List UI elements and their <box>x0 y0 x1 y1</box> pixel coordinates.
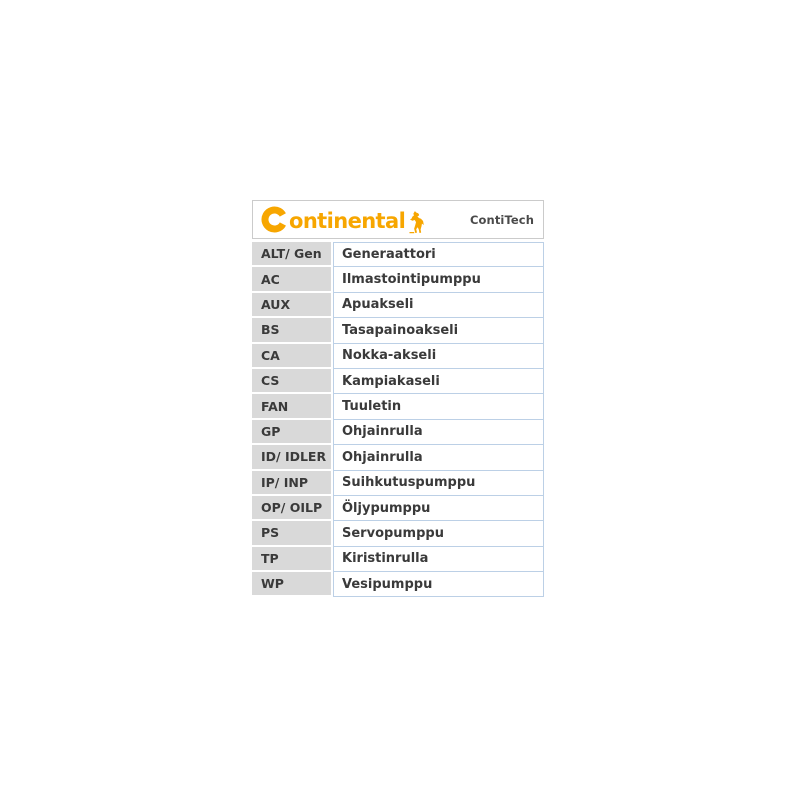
table-row <box>252 293 544 318</box>
description-cell: Ilmastointipumppu <box>333 267 544 292</box>
table-row <box>252 521 544 546</box>
table-row <box>252 420 544 445</box>
description-cell: Ohjainrulla <box>333 445 544 470</box>
abbreviation-cell: AC <box>252 267 331 292</box>
abbreviation-cell: ALT/ Gen <box>252 242 331 267</box>
table-row <box>252 547 544 572</box>
table-row <box>252 572 544 597</box>
description-cell: Kampiakaseli <box>333 369 544 394</box>
table-row <box>252 471 544 496</box>
contitech-label: ContiTech <box>470 212 534 227</box>
description-cell: Nokka-akseli <box>333 344 544 369</box>
abbreviation-cell: AUX <box>252 293 331 318</box>
table-row <box>252 369 544 394</box>
continental-c-icon <box>261 206 288 233</box>
table-row <box>252 318 544 343</box>
table-row <box>252 267 544 292</box>
description-cell: Tuuletin <box>333 394 544 419</box>
abbreviation-cell: OP/ OILP <box>252 496 331 521</box>
abbreviation-cell: ID/ IDLER <box>252 445 331 470</box>
description-cell: Öljypumppu <box>333 496 544 521</box>
description-cell: Suihkutuspumppu <box>333 471 544 496</box>
table-row <box>252 344 544 369</box>
description-cell: Vesipumppu <box>333 572 544 597</box>
description-cell: Ohjainrulla <box>333 420 544 445</box>
abbreviation-cell: TP <box>252 547 331 572</box>
abbreviation-cell: GP <box>252 420 331 445</box>
table-row <box>252 445 544 470</box>
table-row <box>252 496 544 521</box>
abbreviation-legend-panel <box>252 200 544 597</box>
description-cell: Servopumppu <box>333 521 544 546</box>
abbreviation-cell: WP <box>252 572 331 597</box>
description-cell: Tasapainoakseli <box>333 318 544 343</box>
description-cell: Generaattori <box>333 242 544 267</box>
abbreviation-cell: CA <box>252 344 331 369</box>
brand-wordmark: ontinental <box>289 208 406 233</box>
continental-logo <box>261 205 428 234</box>
continental-horse-icon <box>409 211 428 234</box>
abbreviation-cell: PS <box>252 521 331 546</box>
description-cell: Kiristinrulla <box>333 547 544 572</box>
table-row <box>252 394 544 419</box>
abbreviation-cell: IP/ INP <box>252 471 331 496</box>
abbreviation-cell: BS <box>252 318 331 343</box>
brand-header <box>252 200 544 239</box>
abbreviation-cell: FAN <box>252 394 331 419</box>
description-cell: Apuakseli <box>333 293 544 318</box>
table-row <box>252 242 544 267</box>
abbreviation-table <box>252 242 544 597</box>
abbreviation-cell: CS <box>252 369 331 394</box>
